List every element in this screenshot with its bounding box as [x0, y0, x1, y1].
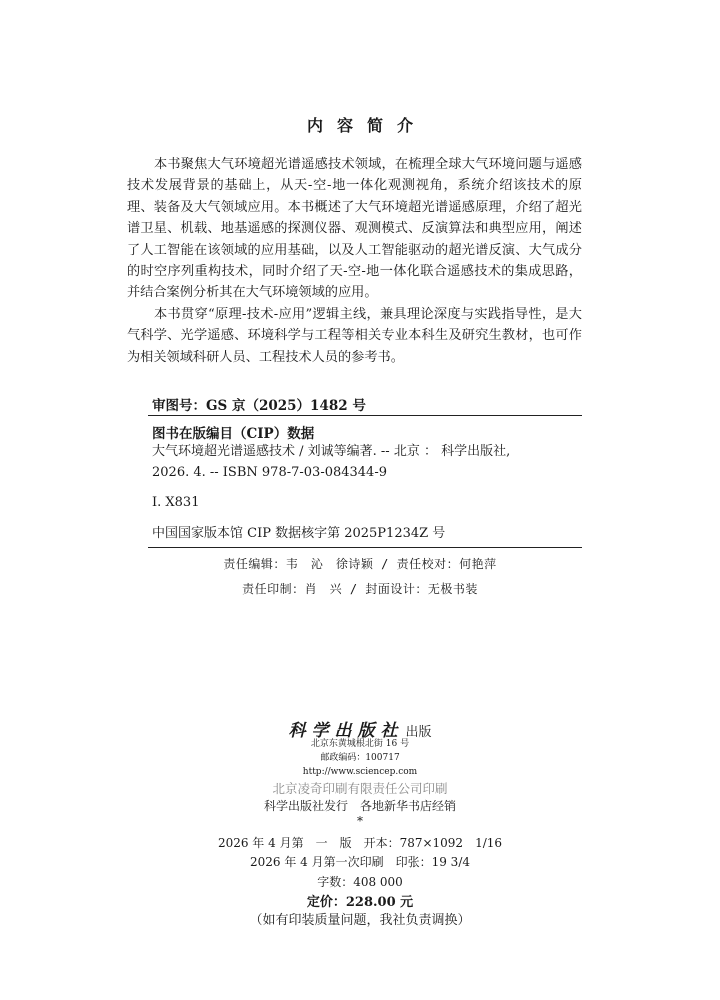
publisher-logo: 科学出版社: [288, 721, 404, 741]
distribution: 科学出版社发行 各地新华书店经销: [263, 799, 456, 813]
publisher-postcode: 邮政编码：100717: [320, 753, 400, 763]
cip-line-1: 大气环境超光谱遥感技术 / 刘诚等编著. -- 北京 ： 科学出版社,: [152, 444, 511, 459]
map-review-number: 审图号：GS 京（2025）1482 号: [152, 398, 366, 414]
separator-star: *: [357, 814, 363, 828]
editor-credits: 责任编辑：韦 沁 徐诗颖 / 责任校对：何艳萍: [223, 557, 497, 571]
divider-cip-top: [148, 415, 582, 416]
publisher-suffix: 出版: [405, 725, 432, 740]
cip-title: 图书在版编目（CIP）数据: [152, 426, 315, 442]
publisher-url: http://www.sciencep.com: [302, 767, 418, 777]
edition-line-1: 2026 年 4 月第 一 版 开本：787×1092 1/16: [217, 836, 503, 850]
publisher-address: 北京东黄城根北街 16 号: [310, 739, 410, 749]
intro-paragraph-1: 本书聚焦大气环境超光谱遥感技术领域，在梳理全球大气环境问题与遥感技术发展背景的基础上，从天-空-地一体化观测视角，系统介绍该技术的原理、装备及大气领域应用。本书概述了大气环境超光谱遥感原理，介绍了超光谱卫星、机载、地基遥感的探测仪器、观测模式、反演算法和典型应用，阐述了人工智能在该领域的应用基础，以及人工智能驱动的超光谱反演、大气成分的时空序列重构技术，同时介绍了天-空-地一体化联合遥感技术的集成思路，并结合案例分析其在大气环境领域的应用。: [127, 157, 582, 301]
intro-paragraph-2: 本书贯穿“原理-技术-应用”逻辑主线，兼具理论深度与实践指导性，是大气科学、光学遥感、环境科学与工程等相关专业本科生及研究生教材，也可作为相关领域科研人员、工程技术人员的参考书。: [127, 306, 582, 365]
quality-note: （如有印装质量问题，我社负责调换）: [249, 913, 471, 928]
production-credits: 责任印制：肖 兴 / 封面设计：无极书装: [242, 582, 478, 596]
cip-verification: 中国国家版本馆 CIP 数据核字第 2025P1234Z 号: [152, 526, 446, 541]
cip-classification: Ⅰ. X831: [152, 495, 200, 510]
printer: 北京凌奇印刷有限责任公司印刷: [272, 781, 448, 796]
cip-line-2: 2026. 4. -- ISBN 978-7-03-084344-9: [152, 465, 387, 480]
page-title: 内容简介: [306, 116, 427, 135]
price: 定价：228.00 元: [306, 895, 414, 910]
intro-text: [127, 154, 582, 368]
edition-line-2: 2026 年 4 月第一次印刷 印张：19 3/4: [249, 855, 470, 869]
divider-cip-bottom: [148, 547, 582, 548]
word-count: 字数：408 000: [317, 875, 403, 889]
